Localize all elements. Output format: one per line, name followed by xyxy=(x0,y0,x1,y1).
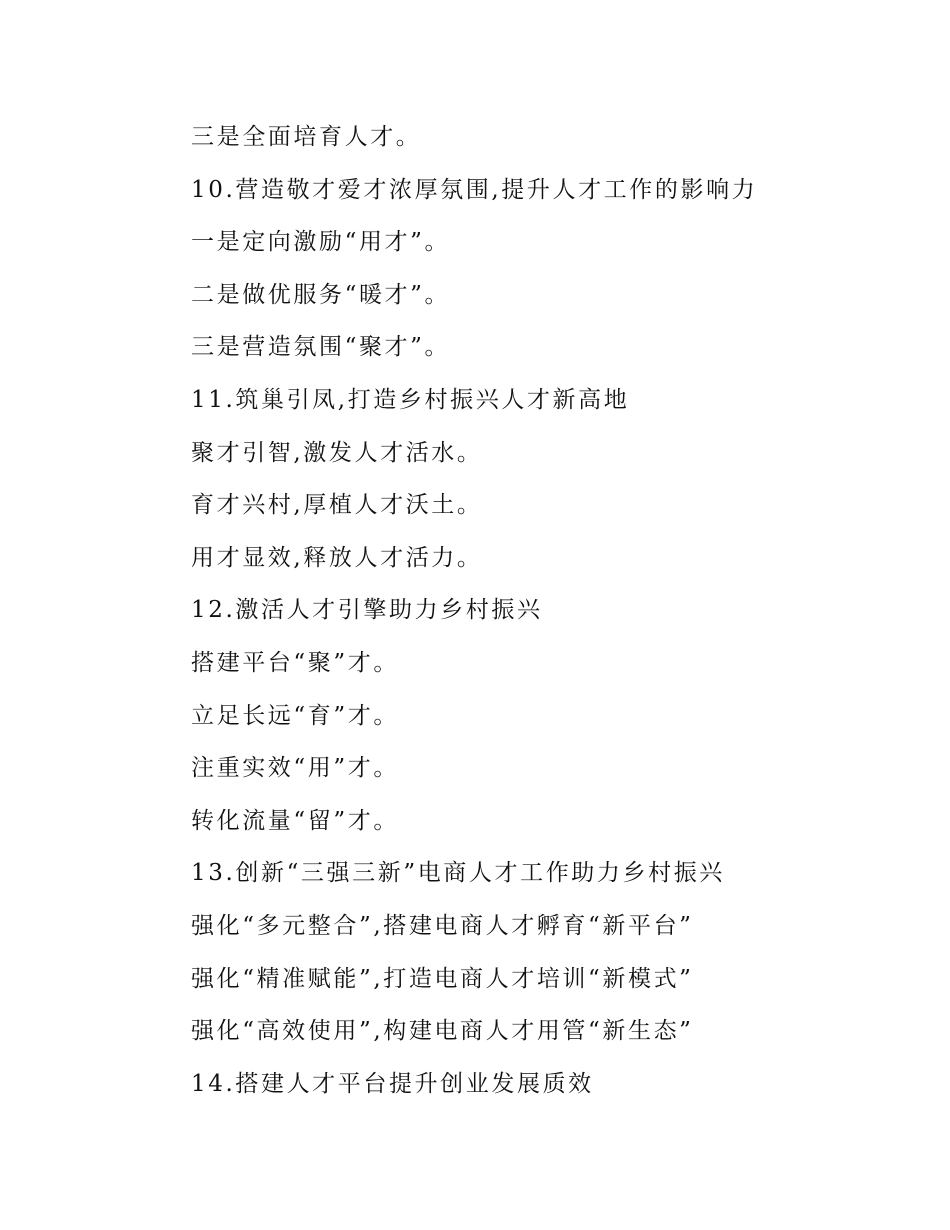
section-heading: 14.搭建人才平台提升创业发展质效 xyxy=(191,1070,594,1097)
text-line: 强化“高效使用”,构建电商人才用管“新生态” xyxy=(191,1018,694,1045)
text-line: 育才兴村,厚植人才沃土。 xyxy=(191,492,483,519)
text-line: 强化“多元整合”,搭建电商人才孵育“新平台” xyxy=(191,912,694,939)
text-line: 三是全面培育人才。 xyxy=(191,124,422,150)
text-line: 立足长远“育”才。 xyxy=(191,702,399,729)
section-heading: 12.激活人才引擎助力乡村振兴 xyxy=(191,597,543,624)
text-line: 一是定向激励“用才”。 xyxy=(191,229,451,256)
section-heading: 11.筑巢引凤,打造乡村振兴人才新高地 xyxy=(191,386,630,413)
text-body xyxy=(191,114,891,1113)
text-line: 二是做优服务“暖才”。 xyxy=(191,281,451,308)
text-line: 三是营造氛围“聚才”。 xyxy=(191,334,451,361)
section-heading: 13.创新“三强三新”电商人才工作助力乡村振兴 xyxy=(191,860,725,887)
text-line: 用才显效,释放人才活力。 xyxy=(191,544,483,571)
text-line: 注重实效“用”才。 xyxy=(191,755,399,782)
section-heading: 10.营造敬才爱才浓厚氛围,提升人才工作的影响力 xyxy=(191,176,758,203)
text-line: 转化流量“留”才。 xyxy=(191,807,399,834)
text-line: 强化“精准赋能”,打造电商人才培训“新模式” xyxy=(191,965,694,992)
text-line: 搭建平台“聚”才。 xyxy=(191,649,399,676)
text-line: 聚才引智,激发人才活水。 xyxy=(191,439,483,466)
